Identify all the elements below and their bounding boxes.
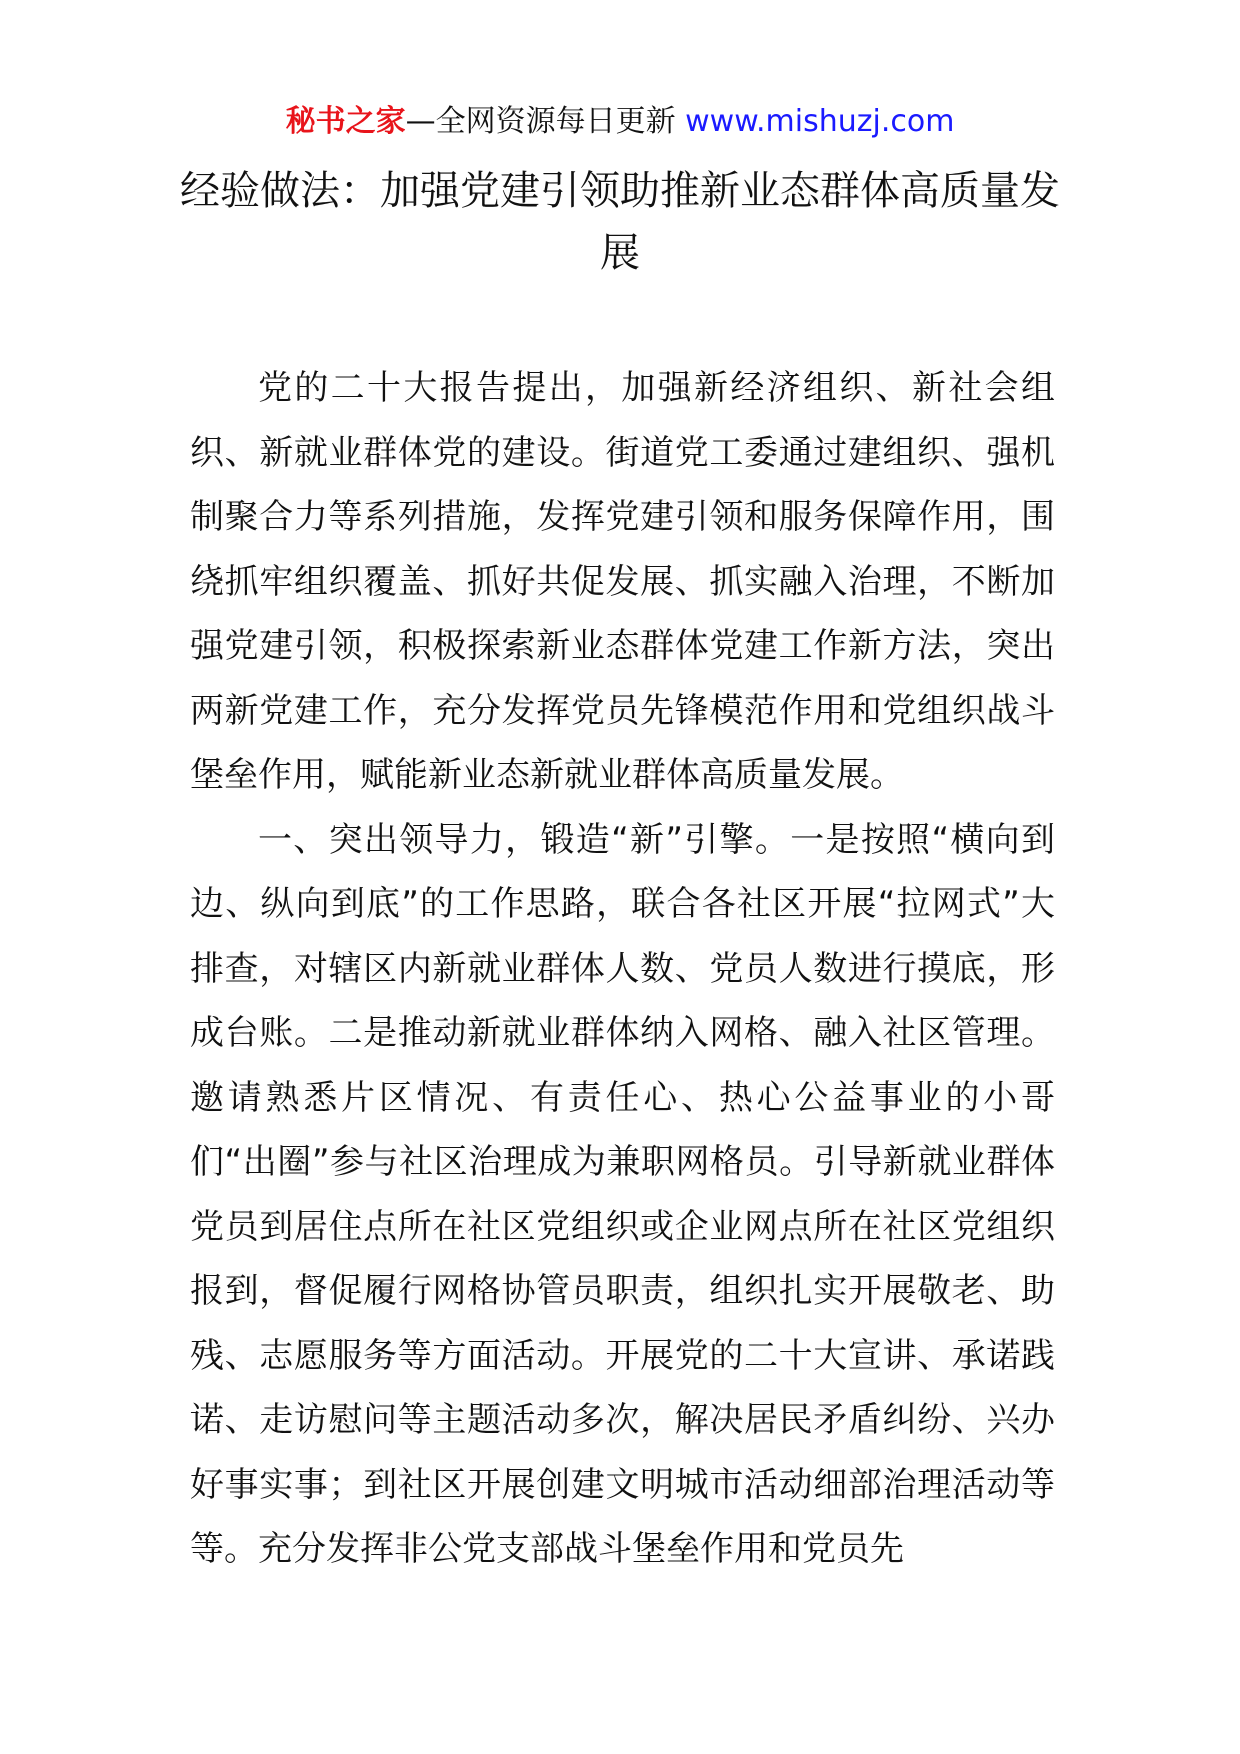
document-title: 经验做法：加强党建引领助推新业态群体高质量发展 (180, 168, 1060, 276)
site-url-link[interactable]: www.mishuzj.com (685, 104, 955, 139)
header-slogan: —全网资源每日更新 (405, 104, 676, 139)
brand-name: 秘书之家 (285, 104, 406, 139)
paragraph-section-one: 一、突出领导力，锻造“新”引擎。一是按照“横向到边、纵向到底”的工作思路，联合各社区开展“拉网式”大排查，对辖区内新就业群体人数、党员人数进行摸底，形成台账。二是推动新就业群体纳入网格、融入社区管理。邀请熟悉片区情况、有责任心、热心公益事业的小哥们“出圈”参与社区治理成为兼职网格员。引导新就业群体党员到居住点所在社区党组织或企业网点所在社区党组织报到，督促履行网格协管员职责，组织扎实开展敬老、助残、志愿服务等方面活动。开展党的二十大宣讲、承诺践诺、走访慰问等主题活动多次，解决居民矛盾纠纷、兴办好事实事；到社区开展创建文明城市活动细部治理活动等等。充分发挥非公党支部战斗堡垒作用和党员先 (190, 819, 1055, 1569)
paragraph-intro: 党的二十大报告提出，加强新经济组织、新社会组织、新就业群体党的建设。街道党工委通过建组织、强机制聚合力等系列措施，发挥党建引领和服务保障作用，围绕抓牢组织覆盖、抓好共促发展、抓实融入治理，不断加强党建引领，积极探索新业态群体党建工作新方法，突出两新党建工作，充分发挥党员先锋模范作用和党组织战斗堡垒作用，赋能新业态新就业群体高质量发展。 (190, 368, 1055, 795)
site-header (0, 100, 1240, 144)
document-body (190, 356, 1055, 1582)
